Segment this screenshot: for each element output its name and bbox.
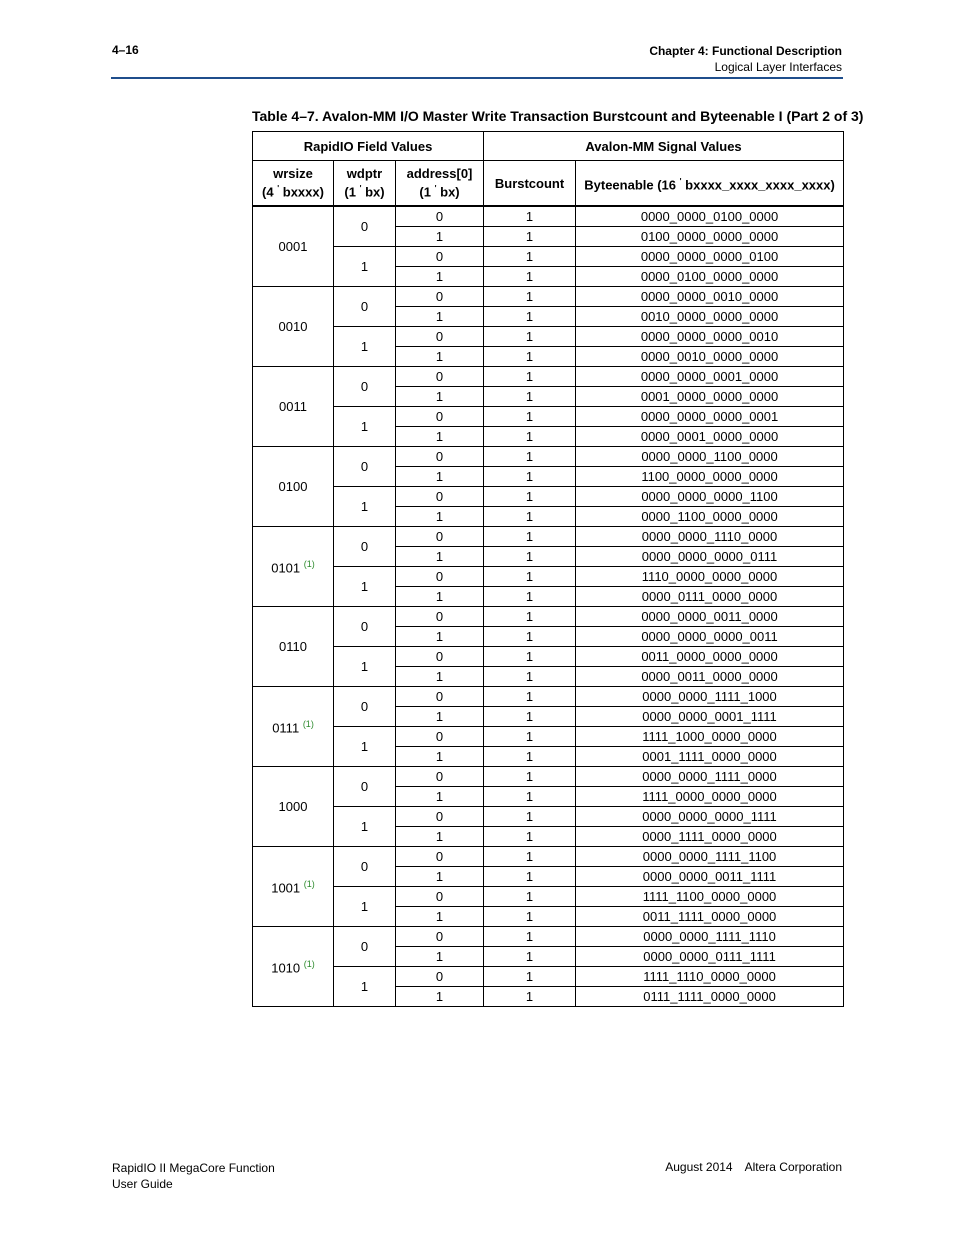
table-body (253, 206, 844, 1007)
byteenable-cell: 0000_0000_0000_1111 (576, 807, 844, 827)
wrsize-value: 1000 (278, 799, 308, 814)
wdptr-cell: 1 (334, 727, 396, 767)
byteenable-cell: 0011_1111_0000_0000 (576, 907, 844, 927)
byteenable-cell: 1111_0000_0000_0000 (576, 787, 844, 807)
address-cell: 0 (396, 487, 484, 507)
burstcount-cell: 1 (484, 807, 576, 827)
address-cell: 0 (396, 367, 484, 387)
burstcount-cell: 1 (484, 447, 576, 467)
wdptr-cell: 1 (334, 887, 396, 927)
burstcount-cell: 1 (484, 587, 576, 607)
byteenable-cell: 0000_0000_0000_0011 (576, 627, 844, 647)
address-cell: 0 (396, 206, 484, 227)
address-cell: 1 (396, 547, 484, 567)
burstcount-cell: 1 (484, 667, 576, 687)
col-header-wdptr: wdptr (1 ' bx) (334, 161, 396, 207)
byteenable-cell: 0000_1100_0000_0000 (576, 507, 844, 527)
page-number: 4–16 (112, 43, 139, 57)
address-cell: 1 (396, 947, 484, 967)
col-header-wdptr-name: wdptr (346, 166, 383, 182)
address-cell: 0 (396, 767, 484, 787)
byteenable-cell: 0000_0000_0010_0000 (576, 287, 844, 307)
byteenable-cell: 0000_0010_0000_0000 (576, 347, 844, 367)
address-cell: 0 (396, 967, 484, 987)
running-header (649, 43, 842, 75)
table-row (253, 527, 844, 547)
byteenable-cell: 0000_0011_0000_0000 (576, 667, 844, 687)
burstcount-cell: 1 (484, 767, 576, 787)
address-cell: 0 (396, 927, 484, 947)
byteenable-cell: 1111_1110_0000_0000 (576, 967, 844, 987)
table-row (253, 767, 844, 787)
wrsize-cell (253, 607, 334, 687)
byteenable-cell: 0000_0000_1111_1000 (576, 687, 844, 707)
wdptr-cell: 0 (334, 687, 396, 727)
wdptr-cell: 1 (334, 807, 396, 847)
wrsize-cell (253, 367, 334, 447)
address-cell: 0 (396, 407, 484, 427)
address-cell: 1 (396, 507, 484, 527)
footer-company: Altera Corporation (744, 1160, 842, 1174)
byteenable-cell: 0000_0000_1111_1100 (576, 847, 844, 867)
burstcount-cell: 1 (484, 547, 576, 567)
footnote-ref: (1) (302, 719, 314, 730)
address-cell: 0 (396, 687, 484, 707)
wrsize-cell (253, 206, 334, 287)
col-header-wrsize-format: bxxxx) (282, 184, 324, 200)
byteenable-cell: 0000_0000_1111_0000 (576, 767, 844, 787)
col-header-address-name: address[0] (406, 166, 473, 182)
group-header-avalon: Avalon-MM Signal Values (484, 132, 844, 161)
burstcount-cell: 1 (484, 907, 576, 927)
wrsize-cell (253, 687, 334, 767)
byteenable-cell: 0000_1111_0000_0000 (576, 827, 844, 847)
footnote-ref: (1) (303, 879, 315, 890)
byteenable-cell: 0000_0000_0000_0100 (576, 247, 844, 267)
address-cell: 0 (396, 247, 484, 267)
byteenable-cell: 0000_0000_1100_0000 (576, 447, 844, 467)
wrsize-cell (253, 927, 334, 1007)
burstcount-cell: 1 (484, 267, 576, 287)
table-row (253, 206, 844, 227)
footnote-ref: (1) (303, 959, 315, 970)
burstcount-cell: 1 (484, 307, 576, 327)
byteenable-cell: 0000_0000_0000_0010 (576, 327, 844, 347)
burstcount-cell: 1 (484, 867, 576, 887)
table-row (253, 887, 844, 907)
burstcount-cell: 1 (484, 227, 576, 247)
col-header-byteenable-format: bxxxx_xxxx_xxxx_xxxx) (685, 177, 835, 193)
footnote-ref: (1) (303, 559, 315, 570)
table-row (253, 967, 844, 987)
wdptr-cell: 0 (334, 847, 396, 887)
address-cell: 0 (396, 607, 484, 627)
burstcount-cell: 1 (484, 206, 576, 227)
address-cell: 1 (396, 747, 484, 767)
byteenable-cell: 0000_0000_0011_0000 (576, 607, 844, 627)
address-cell: 1 (396, 787, 484, 807)
table-row (253, 487, 844, 507)
address-cell: 0 (396, 327, 484, 347)
table-row (253, 567, 844, 587)
wdptr-cell: 0 (334, 767, 396, 807)
burstcount-cell: 1 (484, 387, 576, 407)
byteenable-cell: 0000_0000_0000_0111 (576, 547, 844, 567)
burstcount-cell: 1 (484, 427, 576, 447)
col-header-wrsize-width: (4 (262, 184, 274, 200)
chapter-title: Chapter 4: Functional Description (649, 44, 842, 58)
wrsize-cell (253, 527, 334, 607)
table-row (253, 687, 844, 707)
burstcount-cell: 1 (484, 607, 576, 627)
wrsize-value: 0111 (272, 720, 300, 736)
burstcount-cell: 1 (484, 847, 576, 867)
byteenable-cell: 1111_1100_0000_0000 (576, 887, 844, 907)
wdptr-cell: 0 (334, 287, 396, 327)
wrsize-value: 0100 (278, 479, 308, 494)
table-row (253, 447, 844, 467)
wrsize-value: 0011 (279, 399, 307, 414)
address-cell: 1 (396, 827, 484, 847)
byteenable-cell: 0000_0000_0001_0000 (576, 367, 844, 387)
wdptr-cell: 0 (334, 607, 396, 647)
address-cell: 1 (396, 227, 484, 247)
burstcount-cell: 1 (484, 707, 576, 727)
col-header-address: address[0] (1 ' bx) (396, 161, 484, 207)
byteenable-cell: 0000_0100_0000_0000 (576, 267, 844, 287)
wdptr-cell: 1 (334, 647, 396, 687)
col-header-address-width: (1 (419, 184, 431, 200)
wdptr-cell: 1 (334, 407, 396, 447)
wrsize-value: 0110 (279, 639, 307, 654)
wdptr-cell: 1 (334, 487, 396, 527)
byteenable-cell: 0000_0000_0100_0000 (576, 206, 844, 227)
byteenable-cell: 0000_0000_1111_1110 (576, 927, 844, 947)
address-cell: 0 (396, 727, 484, 747)
byteenable-cell: 0000_0000_0000_0001 (576, 407, 844, 427)
address-cell: 1 (396, 907, 484, 927)
address-cell: 0 (396, 887, 484, 907)
byteenable-cell: 0000_0000_0111_1111 (576, 947, 844, 967)
wrsize-value: 1010 (271, 960, 301, 976)
burstcount-cell: 1 (484, 327, 576, 347)
col-header-wrsize-name: wrsize (273, 166, 313, 182)
wdptr-cell: 1 (334, 327, 396, 367)
burstcount-cell: 1 (484, 527, 576, 547)
byteenable-cell: 0011_0000_0000_0000 (576, 647, 844, 667)
wdptr-cell: 1 (334, 247, 396, 287)
table-row (253, 367, 844, 387)
burstcount-cell: 1 (484, 347, 576, 367)
burstcount-cell: 1 (484, 287, 576, 307)
burstcount-cell: 1 (484, 507, 576, 527)
byteenable-cell: 0111_1111_0000_0000 (576, 987, 844, 1007)
burstcount-cell: 1 (484, 567, 576, 587)
byteenable-cell: 0000_0000_0000_1100 (576, 487, 844, 507)
wrsize-value: 0010 (278, 319, 308, 334)
col-header-wrsize: wrsize (4 ' bxxxx) (253, 161, 334, 207)
burstcount-cell: 1 (484, 827, 576, 847)
burstcount-cell: 1 (484, 467, 576, 487)
table-row (253, 847, 844, 867)
table-row (253, 287, 844, 307)
wrsize-value: 0001 (278, 239, 308, 254)
address-cell: 0 (396, 847, 484, 867)
wdptr-cell: 0 (334, 206, 396, 247)
burstcount-cell: 1 (484, 927, 576, 947)
address-cell: 1 (396, 987, 484, 1007)
address-cell: 1 (396, 627, 484, 647)
wrsize-cell (253, 847, 334, 927)
address-cell: 1 (396, 347, 484, 367)
wrsize-value: 0101 (271, 560, 301, 576)
byteenable-cell: 0000_0000_0001_1111 (576, 707, 844, 727)
col-header-burstcount: Burstcount (484, 161, 576, 207)
byteenable-cell: 0100_0000_0000_0000 (576, 227, 844, 247)
wdptr-cell: 0 (334, 367, 396, 407)
burstcount-cell: 1 (484, 627, 576, 647)
table-row (253, 247, 844, 267)
address-cell: 1 (396, 307, 484, 327)
burstcount-cell: 1 (484, 987, 576, 1007)
burstcount-cell: 1 (484, 947, 576, 967)
address-cell: 1 (396, 467, 484, 487)
address-cell: 1 (396, 707, 484, 727)
col-header-wdptr-format: bx) (365, 184, 385, 200)
header-rule (111, 77, 843, 79)
burstcount-cell: 1 (484, 687, 576, 707)
burstcount-cell: 1 (484, 887, 576, 907)
byteenable-cell: 0000_0001_0000_0000 (576, 427, 844, 447)
address-cell: 1 (396, 267, 484, 287)
wdptr-cell: 0 (334, 447, 396, 487)
byteenable-cell: 0000_0000_0011_1111 (576, 867, 844, 887)
section-title: Logical Layer Interfaces (714, 60, 842, 74)
address-cell: 1 (396, 587, 484, 607)
col-header-byteenable: Byteenable (16 ' bxxxx_xxxx_xxxx_xxxx) (576, 161, 844, 207)
byteenable-cell: 1110_0000_0000_0000 (576, 567, 844, 587)
col-header-address-format: bx) (440, 184, 460, 200)
byteenable-cell: 0010_0000_0000_0000 (576, 307, 844, 327)
burstcount-cell: 1 (484, 407, 576, 427)
wrsize-cell (253, 767, 334, 847)
burstcount-cell: 1 (484, 647, 576, 667)
col-header-byteenable-name: Byteenable (16 (584, 177, 677, 193)
address-cell: 1 (396, 867, 484, 887)
footer-left (112, 1160, 275, 1192)
address-cell: 0 (396, 527, 484, 547)
burstcount-cell: 1 (484, 727, 576, 747)
wrsize-cell (253, 287, 334, 367)
address-cell: 0 (396, 567, 484, 587)
byteenable-cell: 1111_1000_0000_0000 (576, 727, 844, 747)
wdptr-cell: 1 (334, 967, 396, 1007)
col-header-wdptr-width: (1 (344, 184, 356, 200)
table-row (253, 407, 844, 427)
footer-doc-type: User Guide (112, 1177, 173, 1191)
byteenable-cell: 0000_0111_0000_0000 (576, 587, 844, 607)
table-row (253, 727, 844, 747)
footer-right (665, 1160, 842, 1174)
burstcount-byteenable-table (252, 131, 844, 1007)
burstcount-cell: 1 (484, 967, 576, 987)
table-row (253, 647, 844, 667)
address-cell: 0 (396, 287, 484, 307)
wrsize-cell (253, 447, 334, 527)
byteenable-cell: 0000_0000_1110_0000 (576, 527, 844, 547)
wrsize-value: 1001 (271, 880, 301, 896)
burstcount-cell: 1 (484, 747, 576, 767)
byteenable-cell: 0001_1111_0000_0000 (576, 747, 844, 767)
burstcount-cell: 1 (484, 367, 576, 387)
byteenable-cell: 1100_0000_0000_0000 (576, 467, 844, 487)
table-row (253, 927, 844, 947)
table-row (253, 327, 844, 347)
group-header-rapidio: RapidIO Field Values (253, 132, 484, 161)
footer-date: August 2014 (665, 1160, 733, 1174)
byteenable-cell: 0001_0000_0000_0000 (576, 387, 844, 407)
burstcount-cell: 1 (484, 247, 576, 267)
address-cell: 1 (396, 387, 484, 407)
wdptr-cell: 0 (334, 527, 396, 567)
address-cell: 0 (396, 647, 484, 667)
address-cell: 1 (396, 427, 484, 447)
address-cell: 0 (396, 447, 484, 467)
address-cell: 0 (396, 807, 484, 827)
address-cell: 1 (396, 667, 484, 687)
wdptr-cell: 1 (334, 567, 396, 607)
footer-product: RapidIO II MegaCore Function (112, 1161, 275, 1175)
wdptr-cell: 0 (334, 927, 396, 967)
burstcount-cell: 1 (484, 487, 576, 507)
table-row (253, 607, 844, 627)
burstcount-cell: 1 (484, 787, 576, 807)
table-title: Table 4–7. Avalon-MM I/O Master Write Transaction Burstcount and Byteenable I (Part 2 of 3) (252, 108, 864, 124)
table-row (253, 807, 844, 827)
